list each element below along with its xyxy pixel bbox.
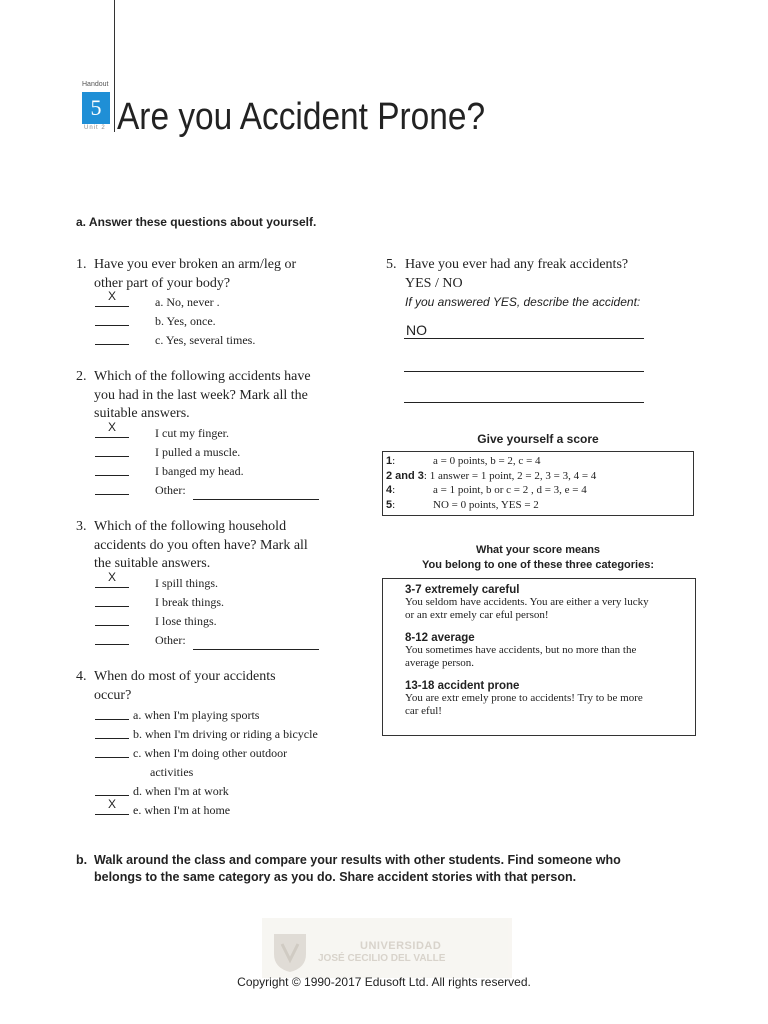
option-label: I break things. — [155, 595, 224, 609]
handout-number-badge: 5 — [82, 92, 110, 124]
score-row-text: a = 1 point, b or c = 2 , d = 3, e = 4 — [433, 484, 587, 496]
option-1c[interactable] — [95, 331, 355, 350]
question-text-line: Have you ever broken an arm/leg or — [94, 257, 297, 272]
x-mark: X — [107, 570, 116, 584]
score-row-sep: : — [392, 455, 396, 467]
score-title: Give yourself a score — [477, 432, 599, 446]
answer-blank[interactable] — [95, 312, 129, 326]
question-number: 3. — [76, 519, 87, 534]
option-label: I lose things. — [155, 614, 217, 628]
category-average — [405, 632, 693, 669]
option-2-1[interactable] — [95, 420, 355, 443]
option-label: I banged my head. — [155, 464, 244, 478]
question-4-options — [95, 706, 365, 820]
answer-text: NO — [406, 322, 427, 338]
option-4b[interactable] — [95, 725, 365, 744]
answer-blank[interactable] — [95, 725, 129, 739]
question-text-line: Which of the following accidents have — [94, 369, 311, 384]
categories-box — [382, 578, 696, 736]
score-row-4 — [383, 483, 693, 498]
question-5 — [386, 256, 696, 293]
other-input-line[interactable] — [193, 487, 319, 500]
page-title: Are you Accident Prone? — [117, 96, 486, 138]
answer-blank[interactable] — [95, 631, 129, 645]
category-careful — [405, 584, 693, 621]
score-row-sep: : — [392, 484, 396, 496]
question-1-options — [95, 289, 355, 350]
meaning-title: What your score means — [475, 544, 601, 556]
option-2-3[interactable] — [95, 462, 355, 481]
score-row-text: 1 answer = 1 point, 2 = 2, 3 = 3, 4 = 4 — [429, 469, 597, 482]
question-text-line: Have you ever had any freak accidents? — [405, 257, 629, 272]
question-text-line: When do most of your accidents — [94, 669, 276, 684]
option-2-2[interactable] — [95, 443, 355, 462]
option-4c-continuation — [95, 763, 365, 782]
option-1b[interactable] — [95, 312, 355, 331]
option-4e[interactable] — [95, 797, 365, 820]
option-label: Other: — [155, 633, 186, 647]
question-4 — [76, 668, 366, 705]
handout-label: Handout — [82, 81, 109, 88]
describe-accident-line-1[interactable] — [404, 321, 644, 339]
score-row-text: NO = 0 points, YES = 2 — [433, 498, 539, 511]
university-watermark — [262, 918, 512, 978]
section-b-line: belongs to the same category as you do. Share accident stories with that person. — [94, 870, 577, 884]
score-row-label: 2 and 3 — [386, 469, 424, 482]
score-row-label: 5 — [386, 498, 393, 511]
question-number: 5. — [386, 257, 397, 272]
option-4a[interactable] — [95, 706, 365, 725]
header-divider — [114, 0, 115, 132]
section-b-instruction — [76, 852, 716, 886]
question-2-options — [95, 420, 355, 500]
question-3-options — [95, 570, 355, 650]
option-label: I cut my finger. — [155, 426, 229, 440]
option-1a[interactable] — [95, 289, 355, 312]
section-b-line: Walk around the class and compare your results with other students. Find someone who — [94, 853, 621, 867]
answer-blank[interactable] — [95, 481, 129, 495]
question-text-line: suitable answers. — [94, 406, 190, 421]
option-label: I pulled a muscle. — [155, 445, 241, 459]
x-mark: X — [107, 420, 116, 434]
option-label: c. when I'm doing other outdoor — [133, 746, 288, 760]
option-label: b. Yes, once. — [155, 314, 216, 328]
option-3-1[interactable] — [95, 570, 355, 593]
describe-accident-line-3[interactable] — [404, 385, 644, 403]
score-table — [382, 451, 694, 516]
logo-line-1: UNIVERSIDAD — [360, 940, 442, 952]
yes-no-choice[interactable]: YES / NO — [405, 275, 463, 291]
score-row-text: a = 0 points, b = 2, c = 4 — [433, 455, 541, 467]
option-2-other[interactable] — [95, 481, 355, 500]
score-row-label: 4 — [386, 484, 393, 496]
category-desc-line: car eful! — [405, 704, 442, 717]
option-3-3[interactable] — [95, 612, 355, 631]
category-title: 13-18 accident prone — [405, 680, 520, 692]
option-3-other[interactable] — [95, 631, 355, 650]
answer-blank[interactable] — [95, 593, 129, 607]
option-label: e. when I'm at home — [133, 803, 231, 817]
answer-blank[interactable] — [95, 744, 129, 758]
option-label: c. Yes, several times. — [155, 333, 256, 347]
score-row-1 — [383, 454, 693, 469]
other-input-line[interactable] — [193, 637, 319, 650]
question-5-instruction: If you answered YES, describe the accident: — [405, 295, 641, 309]
x-mark: X — [107, 797, 116, 811]
answer-blank[interactable] — [95, 331, 129, 345]
copyright-footer: Copyright © 1990-2017 Edusoft Ltd. All rights reserved. — [237, 975, 531, 989]
question-number: 1. — [76, 257, 87, 272]
option-3-2[interactable] — [95, 593, 355, 612]
category-desc-line: You sometimes have accidents, but no more than the — [405, 644, 637, 656]
question-text-line: you had in the last week? Mark all the — [94, 387, 308, 403]
question-text-line: other part of your body? — [94, 275, 231, 291]
question-text-line: accidents do you often have? Mark all — [94, 537, 308, 553]
category-desc-line: You seldom have accidents. You are either a very lucky — [405, 596, 649, 608]
unit-label: Unit 2 — [84, 125, 106, 131]
category-desc-line: or an extr emely car eful person! — [405, 608, 549, 621]
question-3 — [76, 518, 366, 574]
question-text-line: Which of the following household — [94, 519, 287, 534]
score-row-5 — [383, 498, 693, 513]
answer-blank[interactable] — [95, 706, 129, 720]
score-row-sep: : — [423, 469, 427, 482]
logo-line-2: JOSÉ CECILIO DEL VALLE — [318, 953, 446, 964]
option-4c[interactable] — [95, 744, 365, 763]
university-crest-icon — [270, 930, 310, 974]
option-label: d. when I'm at work — [133, 784, 229, 798]
option-label: a. when I'm playing sports — [133, 708, 260, 722]
answer-blank[interactable] — [95, 462, 129, 476]
question-number: 4. — [76, 669, 87, 684]
section-a-instruction: a. Answer these questions about yourself. — [76, 215, 317, 229]
describe-accident-line-2[interactable] — [404, 354, 644, 372]
score-row-sep: : — [392, 498, 396, 511]
option-label: a. No, never . — [155, 295, 220, 309]
meaning-subtitle: You belong to one of these three categories: — [421, 559, 655, 571]
option-label-continuation: activities — [150, 765, 194, 779]
answer-blank[interactable] — [95, 612, 129, 626]
option-label: b. when I'm driving or riding a bicycle — [133, 727, 318, 741]
answer-blank[interactable] — [95, 782, 129, 796]
answer-blank[interactable] — [95, 443, 129, 457]
question-number: 2. — [76, 369, 87, 384]
category-desc-line: average person. — [405, 656, 475, 669]
option-4d[interactable] — [95, 782, 365, 801]
option-label: Other: — [155, 483, 186, 497]
category-title: 3-7 extremely careful — [405, 584, 520, 596]
question-text-line: the suitable answers. — [94, 556, 211, 571]
category-accident-prone — [405, 680, 693, 717]
option-label: I spill things. — [155, 576, 219, 590]
question-2 — [76, 368, 366, 424]
category-title: 8-12 average — [405, 632, 475, 644]
category-desc-line: You are extr emely prone to accidents! Try to be more — [405, 692, 643, 704]
score-row-2-3 — [383, 469, 693, 484]
score-row-label: 1 — [386, 455, 393, 467]
section-b-label: b. — [76, 853, 88, 867]
x-mark: X — [107, 289, 116, 303]
question-text-line: occur? — [94, 687, 132, 703]
